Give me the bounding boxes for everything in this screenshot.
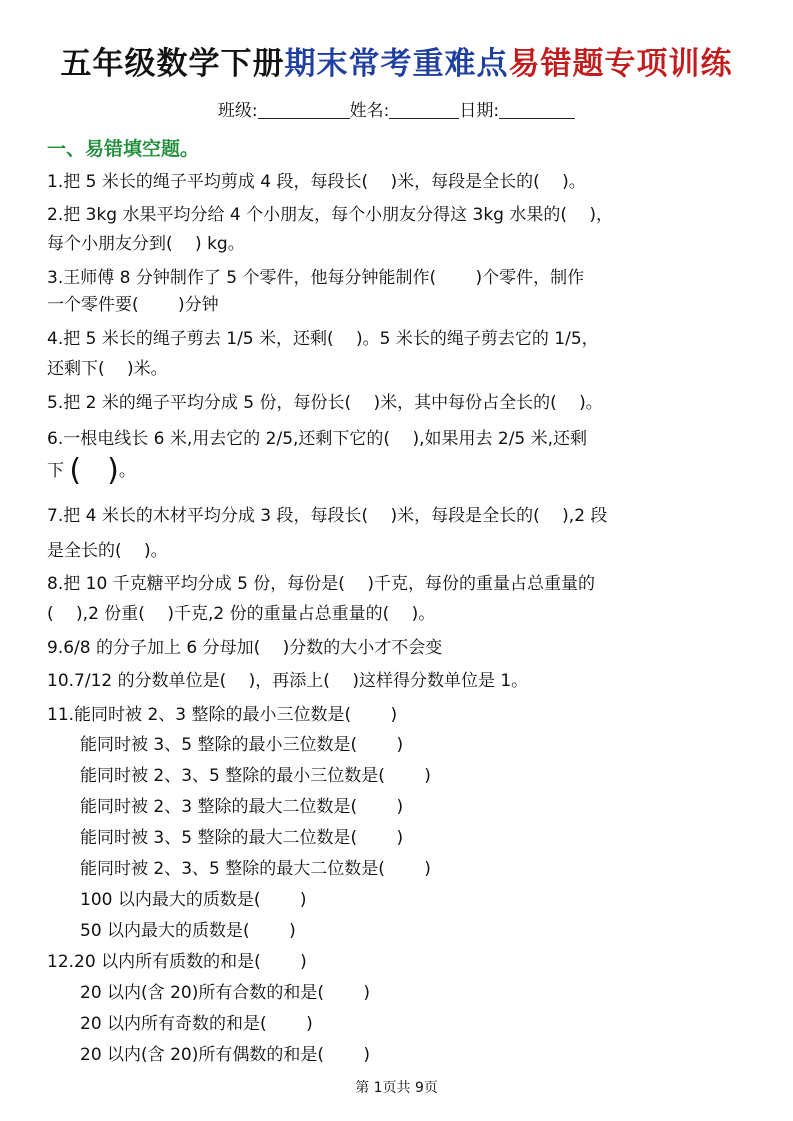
worksheet-title — [0, 38, 793, 83]
question-line: 3.王师傅 8 分钟制作了 5 个零件，他每分钟能制作( )个零件，制作 — [47, 268, 585, 288]
question-line: 4.把 5 米长的绳子剪去 1/5 米，还剩( )。5 米长的绳子剪去它的 1/5， — [47, 329, 599, 349]
question-line: 1.把 5 米长的绳子平均剪成 4 段，每段长( )米，每段是全长的( )。 — [47, 172, 586, 192]
question-line: 10.7/12 的分数单位是( )，再添上( )这样得分数单位是 1。 — [47, 671, 529, 691]
close-paren: ) — [107, 453, 119, 488]
class-blank[interactable] — [258, 100, 350, 119]
question-line: 12.20 以内所有质数的和是( ) — [47, 952, 307, 972]
title-part-focus: 易错题专项训练 — [508, 46, 733, 82]
name-blank[interactable] — [389, 100, 459, 119]
question-line: 每个小朋友分到( ) kg。 — [47, 234, 245, 254]
question-line: 能同时被 2、3 整除的最大二位数是( ) — [80, 797, 404, 817]
question-line: 20 以内(含 20)所有偶数的和是( ) — [80, 1045, 371, 1065]
name-label: 姓名: — [349, 101, 390, 121]
question-line: 50 以内最大的质数是( ) — [80, 921, 296, 941]
page-footer: 第 1页共 9页 — [355, 1080, 438, 1096]
question-line-6-tail — [47, 453, 136, 488]
question-line: 2.把 3kg 水果平均分给 4 个小朋友，每个小朋友分得这 3kg 水果的( )， — [47, 205, 614, 225]
question-line: 一个零件要( )分钟 — [47, 295, 219, 315]
date-label: 日期: — [459, 101, 500, 121]
question-line: 8.把 10 千克糖平均分成 5 份，每份是( )千克，每份的重量占总重量的 — [47, 574, 595, 594]
question-line: 能同时被 2、3、5 整除的最小三位数是( ) — [80, 766, 431, 786]
question-line: ( ),2 份重( )千克,2 份的重量占总重量的( )。 — [47, 604, 436, 624]
title-part-topic: 期末常考重难点 — [284, 46, 509, 82]
class-label: 班级: — [217, 101, 258, 121]
student-info-row — [0, 96, 793, 121]
question-line: 6.一根电线长 6 米,用去它的 2/5,还剩下它的( ),如果用去 2/5 米,还剩 — [47, 429, 588, 449]
date-blank[interactable] — [499, 100, 575, 119]
question-line: 9.6/8 的分子加上 6 分母加( )分数的大小才不会变 — [47, 638, 443, 658]
question-line: 20 以内所有奇数的和是( ) — [80, 1014, 313, 1034]
tail-suffix: 。 — [118, 461, 136, 481]
question-line: 能同时被 3、5 整除的最大二位数是( ) — [80, 828, 404, 848]
question-line: 能同时被 2、3、5 整除的最大二位数是( ) — [80, 859, 431, 879]
question-line: 100 以内最大的质数是( ) — [80, 890, 307, 910]
question-line: 能同时被 3、5 整除的最小三位数是( ) — [80, 735, 404, 755]
open-paren: ( — [69, 453, 82, 488]
tail-prefix: 下 — [47, 461, 64, 481]
question-line: 还剩下( )米。 — [47, 359, 168, 379]
question-line: 是全长的( )。 — [47, 541, 168, 561]
question-line: 5.把 2 米的绳子平均分成 5 份，每份长( )米，其中每份占全长的( )。 — [47, 393, 603, 413]
title-part-grade: 五年级数学下册 — [60, 46, 285, 82]
section-title: 一、易错填空题。 — [47, 138, 200, 160]
question-line: 11.能同时被 2、3 整除的最小三位数是( ) — [47, 705, 398, 725]
question-line: 7.把 4 米长的木材平均分成 3 段，每段长( )米，每段是全长的( ),2 段 — [47, 506, 608, 526]
question-line: 20 以内(含 20)所有合数的和是( ) — [80, 983, 371, 1003]
